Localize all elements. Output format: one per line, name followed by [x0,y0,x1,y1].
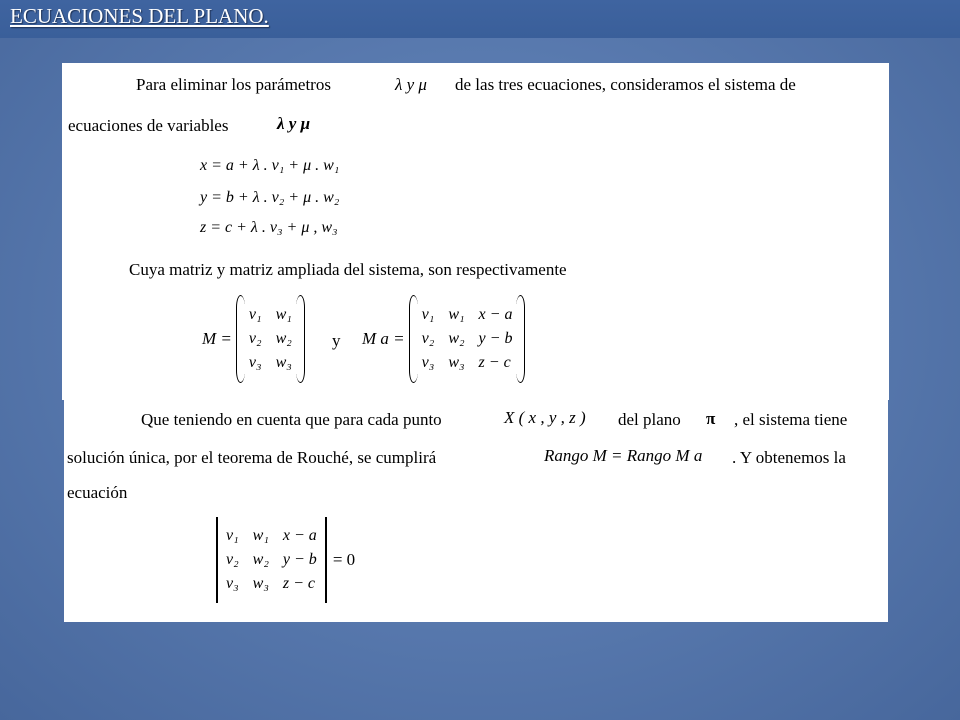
intro-text-1a: Para eliminar los parámetros [136,75,331,94]
right-paren [516,295,525,383]
equation-y: y = b + λ . v₂ + μ . w₂ [200,189,340,206]
matrix-ma-entries: v₁ w₁ x − a v₂ w₂ y − b v₃ w₃ z − c [421,306,513,371]
rank-equation: Rango M = Rango M a [544,446,703,465]
matrix-m-label: M = [202,329,232,348]
right-paren [296,295,305,383]
intro-params-1: λ y μ [395,75,427,94]
matrix-m-entries: v₁ w₁ v₂ w₂ v₃ w₃ [248,306,292,371]
rank-text-1b: del plano [618,410,681,429]
rank-text-2b: . Y obtenemos la [732,448,846,467]
rank-text-2a: solución única, por el teorema de Rouché, se cumplirá [67,448,437,467]
right-bar [325,517,327,603]
augmented-matrix [362,295,525,383]
intro-text-1b: de las tres ecuaciones, consideramos el sistema de [455,75,796,94]
point-expression: X ( x , y , z ) [504,408,586,427]
intro-text-2a: ecuaciones de variables [68,116,229,135]
rank-text-1c: , el sistema tiene [734,410,848,429]
title-bar [0,0,960,38]
intro-params-2: λ y μ [277,114,311,133]
coefficient-matrix [202,295,305,383]
system-panel [62,63,889,400]
left-paren [409,295,418,383]
determinant-entries: v₁ w₁ x − a v₂ w₂ y − b v₃ w₃ z − c [226,527,317,592]
pi-symbol: π [706,409,716,428]
rank-text-3: ecuación [67,483,128,502]
equation-x: x = a + λ . v₁ + μ . w₁ [200,157,340,174]
slide-title: ECUACIONES DEL PLANO. [10,4,269,28]
conjunction: y [332,331,341,350]
left-bar [216,517,218,603]
rank-text-1a: Que teniendo en cuenta que para cada punto [141,410,442,429]
equation-z: z = c + λ . v₃ + μ , w₃ [200,219,338,236]
rank-panel [64,397,888,622]
determinant [212,517,359,603]
matrix-sentence: Cuya matriz y matriz ampliada del sistema, son respectivamente [129,260,567,279]
matrix-ma-label: M a = [362,329,405,348]
det-equals: = 0 [332,550,356,569]
left-paren [236,295,245,383]
